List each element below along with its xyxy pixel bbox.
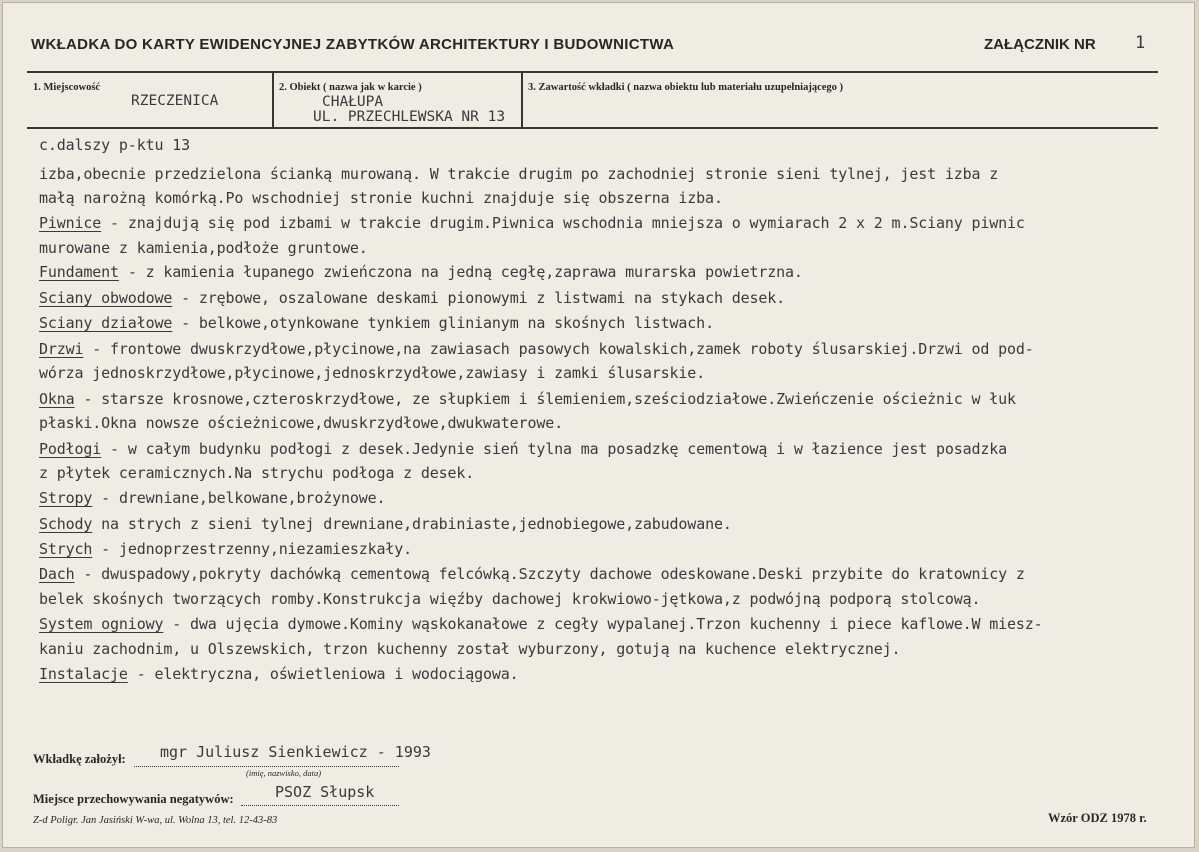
section-heading: Dach [39, 565, 75, 583]
card-title: WKŁADKA DO KARTY EWIDENCYJNEJ ZABYTKÓW ARCHITEKTURY I BUDOWNICTWA [31, 36, 675, 53]
section-heading: Podłogi [39, 440, 102, 458]
negatives-dotted-line [241, 804, 399, 806]
author-dotted-line [134, 765, 399, 767]
text-line [39, 615, 1043, 633]
text-line: kaniu zachodnim, u Olszewskich, trzon kuchenny został wyburzony, gotują na kuchence elektrycznej. [39, 640, 901, 658]
section-text: - starsze krosnowe,czteroskrzydłowe, ze słupkiem i ślemieniem,sześciodziałowe.Zwieńczenie ościeżnic w łuk [74, 390, 1016, 408]
field-divider-2 [521, 71, 523, 129]
object-label: 2. Obiekt ( nazwa jak w karcie ) [279, 82, 422, 93]
text-line: izba,obecnie przedzielona ścianką murowaną. W trakcie drugim po zachodniej stronie sieni tylnej, jest izba z [39, 165, 999, 183]
content-label: 3. Zawartość wkładki ( nazwa obiektu lub materiału uzupełniającego ) [528, 82, 844, 93]
section-heading: System ogniowy [39, 615, 164, 633]
text-line [39, 390, 1016, 408]
text-line: małą narożną komórką.Po wschodniej stronie kuchni znajduje się obszerna izba. [39, 189, 723, 207]
form-pattern: Wzór ODZ 1978 r. [1048, 811, 1147, 825]
printer-imprint: Z-d Poligr. Jan Jasiński W-wa, ul. Wolna 13, tel. 12-43-83 [33, 815, 278, 826]
text-line [39, 665, 519, 683]
locality-value: RZECZENICA [131, 93, 219, 109]
text-line: c.dalszy p-ktu 13 [39, 136, 190, 154]
section-text: - dwa ujęcia dymowe.Kominy wąskokanałowe z cegły wypalanej.Trzon kuchenny i piece kaflowe.W miesz- [163, 615, 1043, 633]
section-heading: Instalacje [39, 665, 128, 683]
text-line [39, 515, 732, 533]
text-line [39, 540, 412, 558]
author-note: (imię, nazwisko, data) [246, 768, 322, 778]
section-heading: Strych [39, 540, 93, 558]
section-text: - frontowe dwuskrzydłowe,płycinowe,na zawiasach pasowych kowalskich,zamek roboty ślusarskiej.Drzwi od pod- [83, 340, 1034, 358]
text-line [39, 263, 803, 281]
record-card [2, 2, 1195, 848]
section-text: - drewniane,belkowane,brożynowe. [92, 489, 386, 507]
header-top-rule [27, 71, 1158, 73]
section-text: - jednoprzestrzenny,niezamieszkały. [92, 540, 413, 558]
text-line [39, 289, 785, 307]
section-text: - z kamienia łupanego zwieńczona na jedną cegłę,zaprawa murarska powietrzna. [118, 263, 803, 281]
text-line: płaski.Okna nowsze ościeżnicowe,dwuskrzydłowe,dwukwaterowe. [39, 414, 563, 432]
negatives-label: Miejsce przechowywania negatywów: [33, 792, 234, 806]
text-line [39, 214, 1025, 232]
text-line: murowane z kamienia,podłoże gruntowe. [39, 239, 368, 257]
section-text: - zrębowe, oszalowane deskami pionowymi z listwami na stykach desek. [172, 289, 785, 307]
section-heading: Schody [39, 515, 93, 533]
section-text: - elektryczna, oświetleniowa i wodociągowa. [127, 665, 519, 683]
section-heading: Okna [39, 390, 75, 408]
text-line: belek skośnych tworzących romby.Konstrukcja więźby dachowej krokwiowo-jętkowa,z podwójną podporą stolcową. [39, 590, 981, 608]
author-value: mgr Juliusz Sienkiewicz - 1993 [160, 743, 431, 761]
section-heading: Sciany obwodowe [39, 289, 173, 307]
annex-label: ZAŁĄCZNIK NR [984, 36, 1096, 53]
section-heading: Piwnice [39, 214, 102, 232]
text-line [39, 440, 1007, 458]
section-heading: Fundament [39, 263, 119, 281]
section-heading: Sciany działowe [39, 314, 173, 332]
section-text: - dwuspadowy,pokryty dachówką cementową felcówką.Szczyty dachowe odeskowane.Deski przybite do kratownicy z [74, 565, 1025, 583]
author-label: Wkładkę założył: [33, 752, 126, 766]
section-text: - znajdują się pod izbami w trakcie drugim.Piwnica wschodnia mniejsza o wymiarach 2 x 2 m.Sciany piwnic [101, 214, 1025, 232]
section-heading: Stropy [39, 489, 93, 507]
header-bottom-rule [27, 127, 1158, 129]
text-line [39, 340, 1034, 358]
section-text: - w całym budynku podłogi z desek.Jedynie sień tylna ma posadzkę cementową i w łazience jest posadzka [101, 440, 1008, 458]
text-line: z płytek ceramicznych.Na strychu podłoga z desek. [39, 464, 475, 482]
text-line: wórza jednoskrzydłowe,płycinowe,jednoskrzydłowe,zawiasy i zamki ślusarskie. [39, 364, 706, 382]
section-text: - belkowe,otynkowane tynkiem glinianym na skośnych listwach. [172, 314, 714, 332]
section-text: na strych z sieni tylnej drewniane,drabiniaste,jednobiegowe,zabudowane. [92, 515, 732, 533]
text-line [39, 314, 714, 332]
text-line [39, 489, 385, 507]
locality-label: 1. Miejscowość [33, 82, 101, 93]
text-line [39, 565, 1025, 583]
field-divider-1 [272, 71, 274, 129]
section-heading: Drzwi [39, 340, 84, 358]
object-value-line1: CHAŁUPA [322, 94, 384, 110]
object-value-line2: UL. PRZECHLEWSKA NR 13 [313, 109, 506, 125]
annex-number: 1 [1135, 33, 1146, 53]
negatives-value: PSOZ Słupsk [275, 783, 375, 801]
